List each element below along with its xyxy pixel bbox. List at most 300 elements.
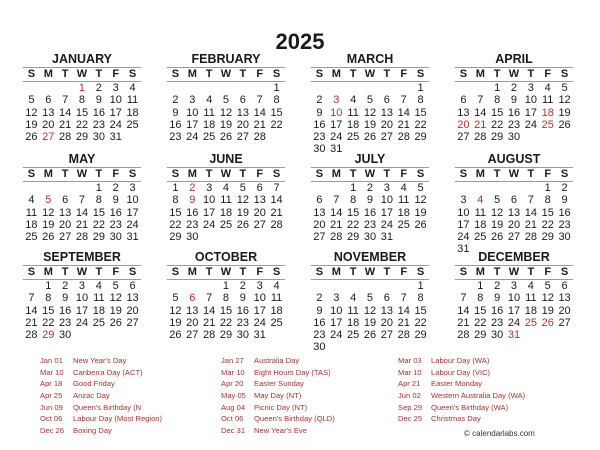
weekday-header: T — [57, 265, 74, 280]
day-cell: 13 — [253, 194, 266, 207]
day-cell: 20 — [313, 218, 326, 231]
day-cell: 30 — [186, 231, 199, 244]
day-cell: 23 — [507, 118, 521, 131]
day-cell: 9 — [239, 292, 246, 305]
empty-day-cell — [184, 82, 201, 94]
holiday-date: Oct 06 — [221, 414, 244, 424]
day-cell: 26 — [219, 131, 233, 144]
day-cell: 10 — [109, 94, 122, 107]
weekday-header: S — [455, 265, 472, 280]
day-cell: 19 — [236, 206, 249, 219]
day-cell: 26 — [109, 316, 122, 329]
day-cell: 20 — [380, 118, 393, 131]
day-cell: 4 — [129, 82, 136, 94]
holiday-row — [221, 402, 335, 414]
day-cell: 15 — [169, 206, 182, 219]
day-cell: 22 — [414, 316, 427, 329]
holiday-day-cell: 18 — [541, 106, 554, 119]
holiday-row — [398, 355, 525, 367]
day-cell: 17 — [75, 304, 89, 317]
weekday-header: F — [395, 67, 412, 82]
holiday-row — [221, 413, 335, 425]
day-cell: 28 — [59, 131, 72, 144]
day-cell: 15 — [42, 304, 55, 317]
empty-day-cell — [472, 82, 489, 94]
day-cell: 17 — [109, 106, 122, 119]
day-cell: 11 — [270, 292, 283, 305]
weekday-header: F — [107, 67, 124, 82]
day-cell: 22 — [169, 218, 182, 231]
holiday-date: Jan 01 — [40, 356, 63, 365]
day-cell: 19 — [219, 118, 233, 131]
day-cell: 10 — [507, 292, 521, 305]
weekday-header: F — [251, 167, 268, 182]
day-cell: 30 — [109, 231, 122, 244]
day-cell: 23 — [92, 118, 105, 131]
month-grid — [455, 167, 573, 256]
empty-day-cell — [311, 182, 328, 194]
day-cell: 4 — [273, 280, 280, 292]
holiday-name: New Year's Eve — [254, 426, 307, 436]
day-cell: 6 — [460, 94, 467, 107]
day-cell: 20 — [507, 218, 521, 231]
day-cell: 12 — [169, 304, 182, 317]
month-name: MAY — [68, 152, 96, 166]
day-cell: 23 — [169, 131, 182, 144]
month-february — [167, 52, 285, 143]
month-grid — [167, 167, 285, 243]
weekday-header: T — [489, 67, 506, 82]
day-cell: 5 — [494, 194, 501, 207]
empty-day-cell — [23, 82, 40, 94]
day-cell: 29 — [75, 131, 89, 144]
day-cell: 9 — [172, 106, 179, 119]
day-cell: 28 — [397, 131, 410, 144]
day-cell: 24 — [507, 316, 521, 329]
day-cell: 16 — [186, 206, 199, 219]
holiday-name: Western Australia Day (WA) — [431, 391, 526, 401]
weekday-header: S — [167, 67, 184, 82]
day-cell: 7 — [460, 292, 467, 305]
month-grid — [311, 167, 429, 243]
day-cell: 26 — [42, 231, 55, 244]
day-cell: 25 — [474, 231, 487, 244]
day-cell: 12 — [363, 304, 377, 317]
day-cell: 26 — [363, 131, 377, 144]
month-name: OCTOBER — [194, 250, 258, 264]
day-cell: 7 — [400, 94, 407, 107]
weekday-header: M — [328, 167, 345, 182]
day-cell: 28 — [203, 329, 216, 342]
empty-day-cell — [489, 182, 506, 194]
month-december — [455, 250, 573, 341]
day-cell: 30 — [491, 329, 504, 342]
holiday-name: Queen's Birthday (QLD) — [254, 414, 335, 424]
day-cell: 27 — [59, 231, 72, 244]
day-cell: 17 — [507, 304, 521, 317]
empty-day-cell — [362, 82, 379, 94]
holiday-name: Eight Hours Day (TAS) — [254, 367, 331, 377]
weekday-header: W — [74, 67, 91, 82]
day-cell: 27 — [253, 218, 266, 231]
day-cell: 3 — [112, 82, 119, 94]
day-cell: 4 — [527, 280, 534, 292]
day-cell: 25 — [347, 329, 360, 342]
weekday-header: W — [218, 167, 235, 182]
holiday-date: Jan 27 — [221, 356, 244, 365]
empty-day-cell — [201, 280, 218, 292]
day-cell: 18 — [126, 106, 139, 119]
day-cell: 14 — [59, 106, 72, 119]
day-cell: 9 — [112, 194, 119, 207]
empty-day-cell — [23, 280, 40, 292]
day-cell: 17 — [203, 206, 216, 219]
day-cell: 23 — [186, 218, 199, 231]
day-cell: 17 — [380, 206, 393, 219]
day-cell: 8 — [417, 292, 424, 305]
holiday-day-cell: 27 — [42, 131, 55, 144]
day-cell: 24 — [203, 218, 216, 231]
day-cell: 9 — [366, 194, 374, 207]
day-cell: 4 — [400, 182, 407, 194]
holiday-date: Mar 10 — [40, 367, 64, 377]
day-cell: 29 — [414, 131, 427, 144]
day-cell: 22 — [219, 316, 233, 329]
day-cell: 4 — [350, 94, 357, 107]
day-cell: 21 — [270, 206, 283, 219]
holiday-row — [398, 390, 525, 402]
day-cell: 15 — [219, 304, 233, 317]
weekday-header: W — [362, 167, 379, 182]
day-cell: 19 — [414, 206, 427, 219]
day-cell: 22 — [347, 218, 360, 231]
day-cell: 14 — [75, 206, 89, 219]
day-cell: 19 — [169, 316, 182, 329]
day-cell: 16 — [92, 106, 105, 119]
month-june — [167, 152, 285, 243]
weekday-header: T — [90, 67, 107, 82]
day-cell: 28 — [270, 218, 283, 231]
day-cell: 26 — [558, 118, 571, 131]
day-cell: 20 — [253, 206, 266, 219]
empty-day-cell — [167, 82, 184, 94]
empty-day-cell — [455, 82, 472, 94]
day-cell: 13 — [507, 206, 521, 219]
day-cell: 8 — [350, 194, 357, 207]
holiday-day-cell: 2 — [189, 182, 196, 194]
day-cell: 16 — [169, 118, 182, 131]
weekday-header: M — [184, 167, 201, 182]
holiday-name: Christmas Day — [431, 414, 481, 424]
day-cell: 5 — [544, 280, 551, 292]
day-cell: 4 — [206, 94, 213, 107]
day-cell: 13 — [558, 292, 571, 305]
day-cell: 27 — [186, 329, 199, 342]
day-cell: 11 — [398, 194, 410, 207]
day-cell: 31 — [126, 231, 139, 244]
holiday-day-cell: 10 — [330, 106, 343, 119]
day-cell: 5 — [366, 94, 374, 107]
weekday-header: T — [234, 67, 251, 82]
day-cell: 22 — [491, 118, 504, 131]
weekday-header: S — [23, 265, 40, 280]
month-name: SEPTEMBER — [43, 250, 121, 264]
day-cell: 30 — [236, 329, 249, 342]
empty-day-cell — [167, 280, 184, 292]
weekday-header: M — [40, 67, 57, 82]
empty-day-cell — [57, 182, 74, 194]
holiday-date: Oct 06 — [40, 414, 63, 424]
day-cell: 28 — [397, 329, 410, 342]
empty-day-cell — [234, 82, 251, 94]
day-cell: 2 — [112, 182, 119, 194]
day-cell: 24 — [330, 329, 343, 342]
day-cell: 19 — [363, 316, 377, 329]
day-cell: 16 — [59, 304, 72, 317]
day-cell: 12 — [414, 194, 427, 207]
day-cell: 8 — [477, 292, 484, 305]
holiday-name: Picnic Day (NT) — [254, 402, 308, 412]
weekday-header: T — [201, 265, 218, 280]
empty-day-cell — [395, 280, 412, 292]
empty-day-cell — [57, 82, 74, 94]
day-cell: 1 — [417, 82, 424, 94]
day-cell: 16 — [313, 118, 326, 131]
weekday-header: F — [539, 167, 556, 182]
day-cell: 7 — [333, 194, 340, 207]
weekday-header: W — [362, 265, 379, 280]
holiday-date: Mar 10 — [398, 367, 422, 377]
empty-day-cell — [328, 82, 345, 94]
weekday-header: M — [184, 265, 201, 280]
day-cell: 6 — [45, 94, 52, 107]
holiday-row — [221, 425, 335, 437]
month-grid — [455, 67, 573, 143]
weekday-header: T — [345, 67, 362, 82]
holiday-day-cell: 6 — [189, 292, 196, 305]
weekday-header: S — [311, 67, 328, 82]
day-cell: 7 — [477, 94, 484, 107]
holiday-column — [221, 355, 335, 437]
day-cell: 2 — [239, 280, 246, 292]
empty-day-cell — [218, 82, 235, 94]
day-cell: 1 — [477, 280, 484, 292]
month-name: NOVEMBER — [333, 250, 407, 264]
weekday-header: T — [345, 167, 362, 182]
day-cell: 2 — [316, 292, 323, 305]
weekday-header: S — [23, 167, 40, 182]
weekday-header: F — [395, 265, 412, 280]
day-cell: 25 — [270, 316, 283, 329]
day-cell: 15 — [414, 106, 427, 119]
day-cell: 21 — [75, 218, 89, 231]
day-cell: 9 — [95, 94, 102, 107]
empty-day-cell — [328, 280, 345, 292]
empty-day-cell — [378, 82, 395, 94]
weekday-header: S — [124, 265, 141, 280]
day-cell: 3 — [206, 182, 213, 194]
calendar-year-title: 2025 — [275, 29, 325, 54]
holiday-row — [221, 378, 335, 390]
weekday-header: T — [201, 167, 218, 182]
day-cell: 5 — [172, 292, 179, 305]
day-cell: 7 — [28, 292, 35, 305]
month-name: JUNE — [209, 152, 243, 166]
day-cell: 16 — [507, 106, 521, 119]
day-cell: 26 — [236, 218, 249, 231]
day-cell: 22 — [541, 218, 554, 231]
day-cell: 20 — [42, 118, 55, 131]
empty-day-cell — [184, 280, 201, 292]
weekday-header: S — [455, 67, 472, 82]
day-cell: 23 — [313, 329, 326, 342]
holiday-row — [221, 355, 335, 367]
day-cell: 12 — [541, 292, 554, 305]
day-cell: 18 — [347, 118, 360, 131]
weekday-header: T — [378, 265, 395, 280]
day-cell: 2 — [366, 182, 374, 194]
day-cell: 15 — [491, 106, 504, 119]
day-cell: 14 — [203, 304, 216, 317]
day-cell: 1 — [417, 280, 424, 292]
weekday-header: W — [218, 265, 235, 280]
day-cell: 28 — [25, 329, 38, 342]
credit — [464, 429, 535, 438]
weekday-header: M — [472, 265, 489, 280]
day-cell: 8 — [45, 292, 52, 305]
day-cell: 4 — [544, 82, 551, 94]
day-cell: 15 — [92, 206, 105, 219]
empty-day-cell — [74, 182, 91, 194]
weekday-header: S — [556, 67, 573, 82]
month-may — [23, 152, 141, 243]
day-cell: 13 — [59, 206, 72, 219]
day-cell: 7 — [256, 94, 263, 107]
day-cell: 3 — [510, 280, 518, 292]
month-name: JULY — [354, 152, 386, 166]
day-cell: 10 — [186, 106, 199, 119]
day-cell: 30 — [558, 231, 571, 244]
holiday-row — [40, 390, 162, 402]
day-cell: 9 — [561, 194, 568, 207]
day-cell: 12 — [491, 206, 504, 219]
day-cell: 24 — [126, 218, 139, 231]
day-cell: 29 — [169, 231, 182, 244]
day-cell: 11 — [220, 194, 232, 207]
day-cell: 12 — [219, 106, 233, 119]
day-cell: 20 — [236, 118, 249, 131]
weekday-header: S — [412, 67, 429, 82]
day-cell: 14 — [397, 106, 410, 119]
day-cell: 31 — [330, 143, 343, 156]
day-cell: 23 — [59, 316, 72, 329]
holiday-row — [40, 402, 162, 414]
day-cell: 7 — [400, 292, 407, 305]
holiday-row — [40, 355, 162, 367]
day-cell: 1 — [350, 182, 357, 194]
month-name: JANUARY — [52, 52, 112, 66]
weekday-header: M — [472, 67, 489, 82]
day-cell: 22 — [42, 316, 55, 329]
day-cell: 24 — [524, 118, 537, 131]
month-october — [167, 250, 285, 341]
day-cell: 31 — [457, 243, 470, 256]
day-cell: 26 — [363, 329, 377, 342]
empty-day-cell — [506, 182, 523, 194]
day-cell: 28 — [75, 231, 89, 244]
weekday-header: T — [234, 265, 251, 280]
weekday-header: S — [167, 265, 184, 280]
holiday-day-cell: 1 — [78, 82, 86, 94]
day-cell: 29 — [491, 131, 504, 144]
weekday-header: S — [412, 265, 429, 280]
holiday-date: Dec 31 — [221, 426, 246, 436]
empty-day-cell — [311, 280, 328, 292]
day-cell: 14 — [524, 206, 537, 219]
holiday-row — [40, 378, 162, 390]
day-cell: 1 — [222, 280, 230, 292]
day-cell: 3 — [129, 182, 136, 194]
day-cell: 10 — [126, 194, 139, 207]
month-grid — [311, 265, 429, 354]
holiday-date: May 05 — [221, 391, 246, 401]
day-cell: 18 — [524, 304, 537, 317]
holiday-day-cell: 29 — [42, 329, 55, 342]
day-cell: 24 — [330, 131, 343, 144]
holiday-date: Apr 21 — [398, 379, 421, 389]
day-cell: 24 — [75, 316, 89, 329]
holiday-date: Jun 09 — [40, 402, 63, 412]
day-cell: 25 — [219, 218, 233, 231]
day-cell: 7 — [206, 292, 213, 305]
day-cell: 3 — [460, 194, 467, 207]
day-cell: 5 — [366, 292, 374, 305]
day-cell: 10 — [253, 292, 266, 305]
holiday-name: Easter Sunday — [254, 379, 304, 389]
day-cell: 26 — [25, 131, 38, 144]
day-cell: 9 — [494, 292, 501, 305]
day-cell: 6 — [510, 194, 518, 207]
day-cell: 27 — [558, 316, 571, 329]
weekday-header: F — [107, 265, 124, 280]
day-cell: 18 — [397, 206, 410, 219]
empty-day-cell — [345, 82, 362, 94]
day-cell: 6 — [561, 280, 568, 292]
day-cell: 8 — [494, 94, 501, 107]
weekday-header: M — [472, 167, 489, 182]
day-cell: 28 — [253, 131, 266, 144]
weekday-header: T — [234, 167, 251, 182]
day-cell: 4 — [222, 182, 230, 194]
day-cell: 8 — [544, 194, 551, 207]
day-cell: 11 — [25, 206, 38, 219]
weekday-header: S — [556, 167, 573, 182]
day-cell: 25 — [126, 118, 139, 131]
weekday-header: S — [556, 265, 573, 280]
day-cell: 11 — [542, 94, 554, 107]
day-cell: 31 — [380, 231, 393, 244]
day-cell: 12 — [236, 194, 249, 207]
day-cell: 13 — [380, 304, 393, 317]
weekday-header: F — [251, 265, 268, 280]
day-cell: 21 — [330, 218, 343, 231]
day-cell: 22 — [92, 218, 105, 231]
holiday-date: Dec 26 — [40, 426, 65, 436]
day-cell: 19 — [25, 118, 38, 131]
day-cell: 15 — [347, 206, 360, 219]
day-cell: 24 — [109, 118, 122, 131]
holiday-date: Apr 20 — [221, 379, 244, 389]
